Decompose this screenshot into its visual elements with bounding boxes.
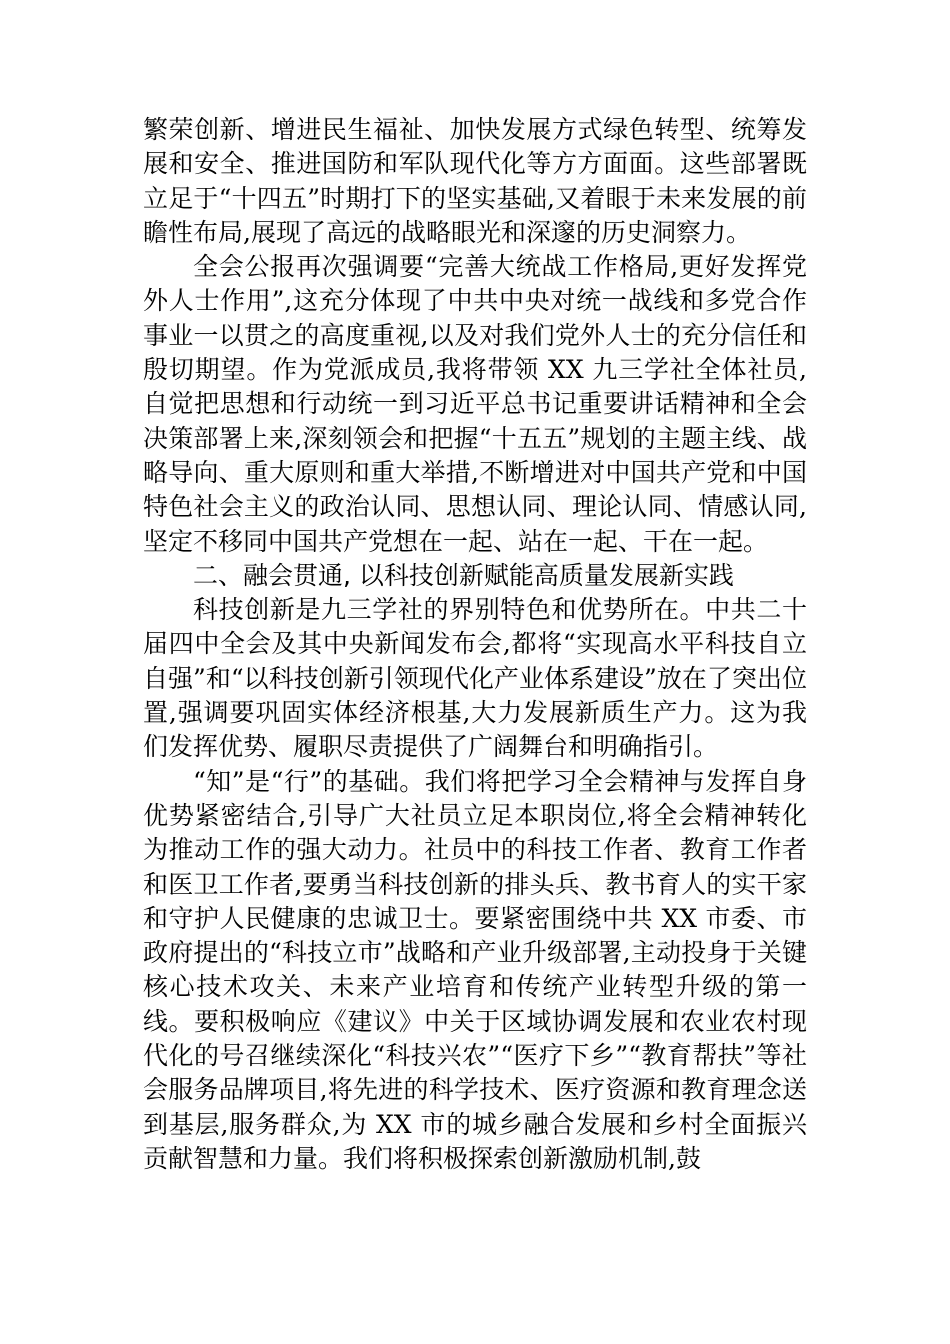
document-body [143, 113, 807, 1176]
section-heading-2: 二、融会贯通, 以科技创新赋能高质量发展新实践 [193, 560, 734, 590]
paragraph-knowledge-action: “知”是“行”的基础。我们将把学习全会精神与发挥自身优势紧密结合,引导广大社员立足本职岗位,将全会精神转化为推动工作的强大动力。社员中的科技工作者、教育工作者和医卫工作者,要勇当科技创新的排头兵、教书育人的实干家和守护人民健康的忠诚卫士。要紧密围绕中共 XX 市委、市政府提出的“科技立市”战略和产业升级部署,主动投身于关键核心技术攻关、未来产业培育和传统产业转型升级的第一线。要积极响应《建议》中关于区域协调发展和农业农村现代化的号召继续深化“科技兴农”“医疗下乡”“教育帮扶”等社会服务品牌项目,将先进的科学技术、医疗资源和教育理念送到基层,服务群众,为 XX 市的城乡融合发展和乡村全面振兴贡献智慧和力量。我们将积极探索创新激励机制,鼓 [143, 766, 807, 1173]
paragraph-continuation: 繁荣创新、增进民生福祉、加快发展方式绿色转型、统筹发展和安全、推进国防和军队现代化等方方面面。这些部署既立足于“十四五”时期打下的坚实基础,又着眼于未来发展的前瞻性布局,展现了高远的战略眼光和深邃的历史洞察力。 [143, 115, 807, 247]
paragraph-tech-innovation: 科技创新是九三学社的界别特色和优势所在。中共二十届四中全会及其中央新闻发布会,都将“实现高水平科技自立自强”和“以科技创新引领现代化产业体系建设”放在了突出位置,强调要巩固实体经济根基,大力发展新质生产力。这为我们发挥优势、履职尽责提供了广阔舞台和明确指引。 [143, 595, 807, 762]
paragraph-united-front: 全会公报再次强调要“完善大统战工作格局,更好发挥党外人士作用”,这充分体现了中共中央对统一战线和多党合作事业一以贯之的高度重视,以及对我们党外人士的充分信任和殷切期望。作为党派成员,我将带领 XX 九三学社全体社员,自觉把思想和行动统一到习近平总书记重要讲话精神和全会决策部署上来,深刻领会和把握“十五五”规划的主题主线、战略导向、重大原则和重大举措,不断增进对中国共产党和中国特色社会主义的政治认同、思想认同、理论认同、情感认同,坚定不移同中国共产党想在一起、站在一起、干在一起。 [143, 252, 807, 556]
